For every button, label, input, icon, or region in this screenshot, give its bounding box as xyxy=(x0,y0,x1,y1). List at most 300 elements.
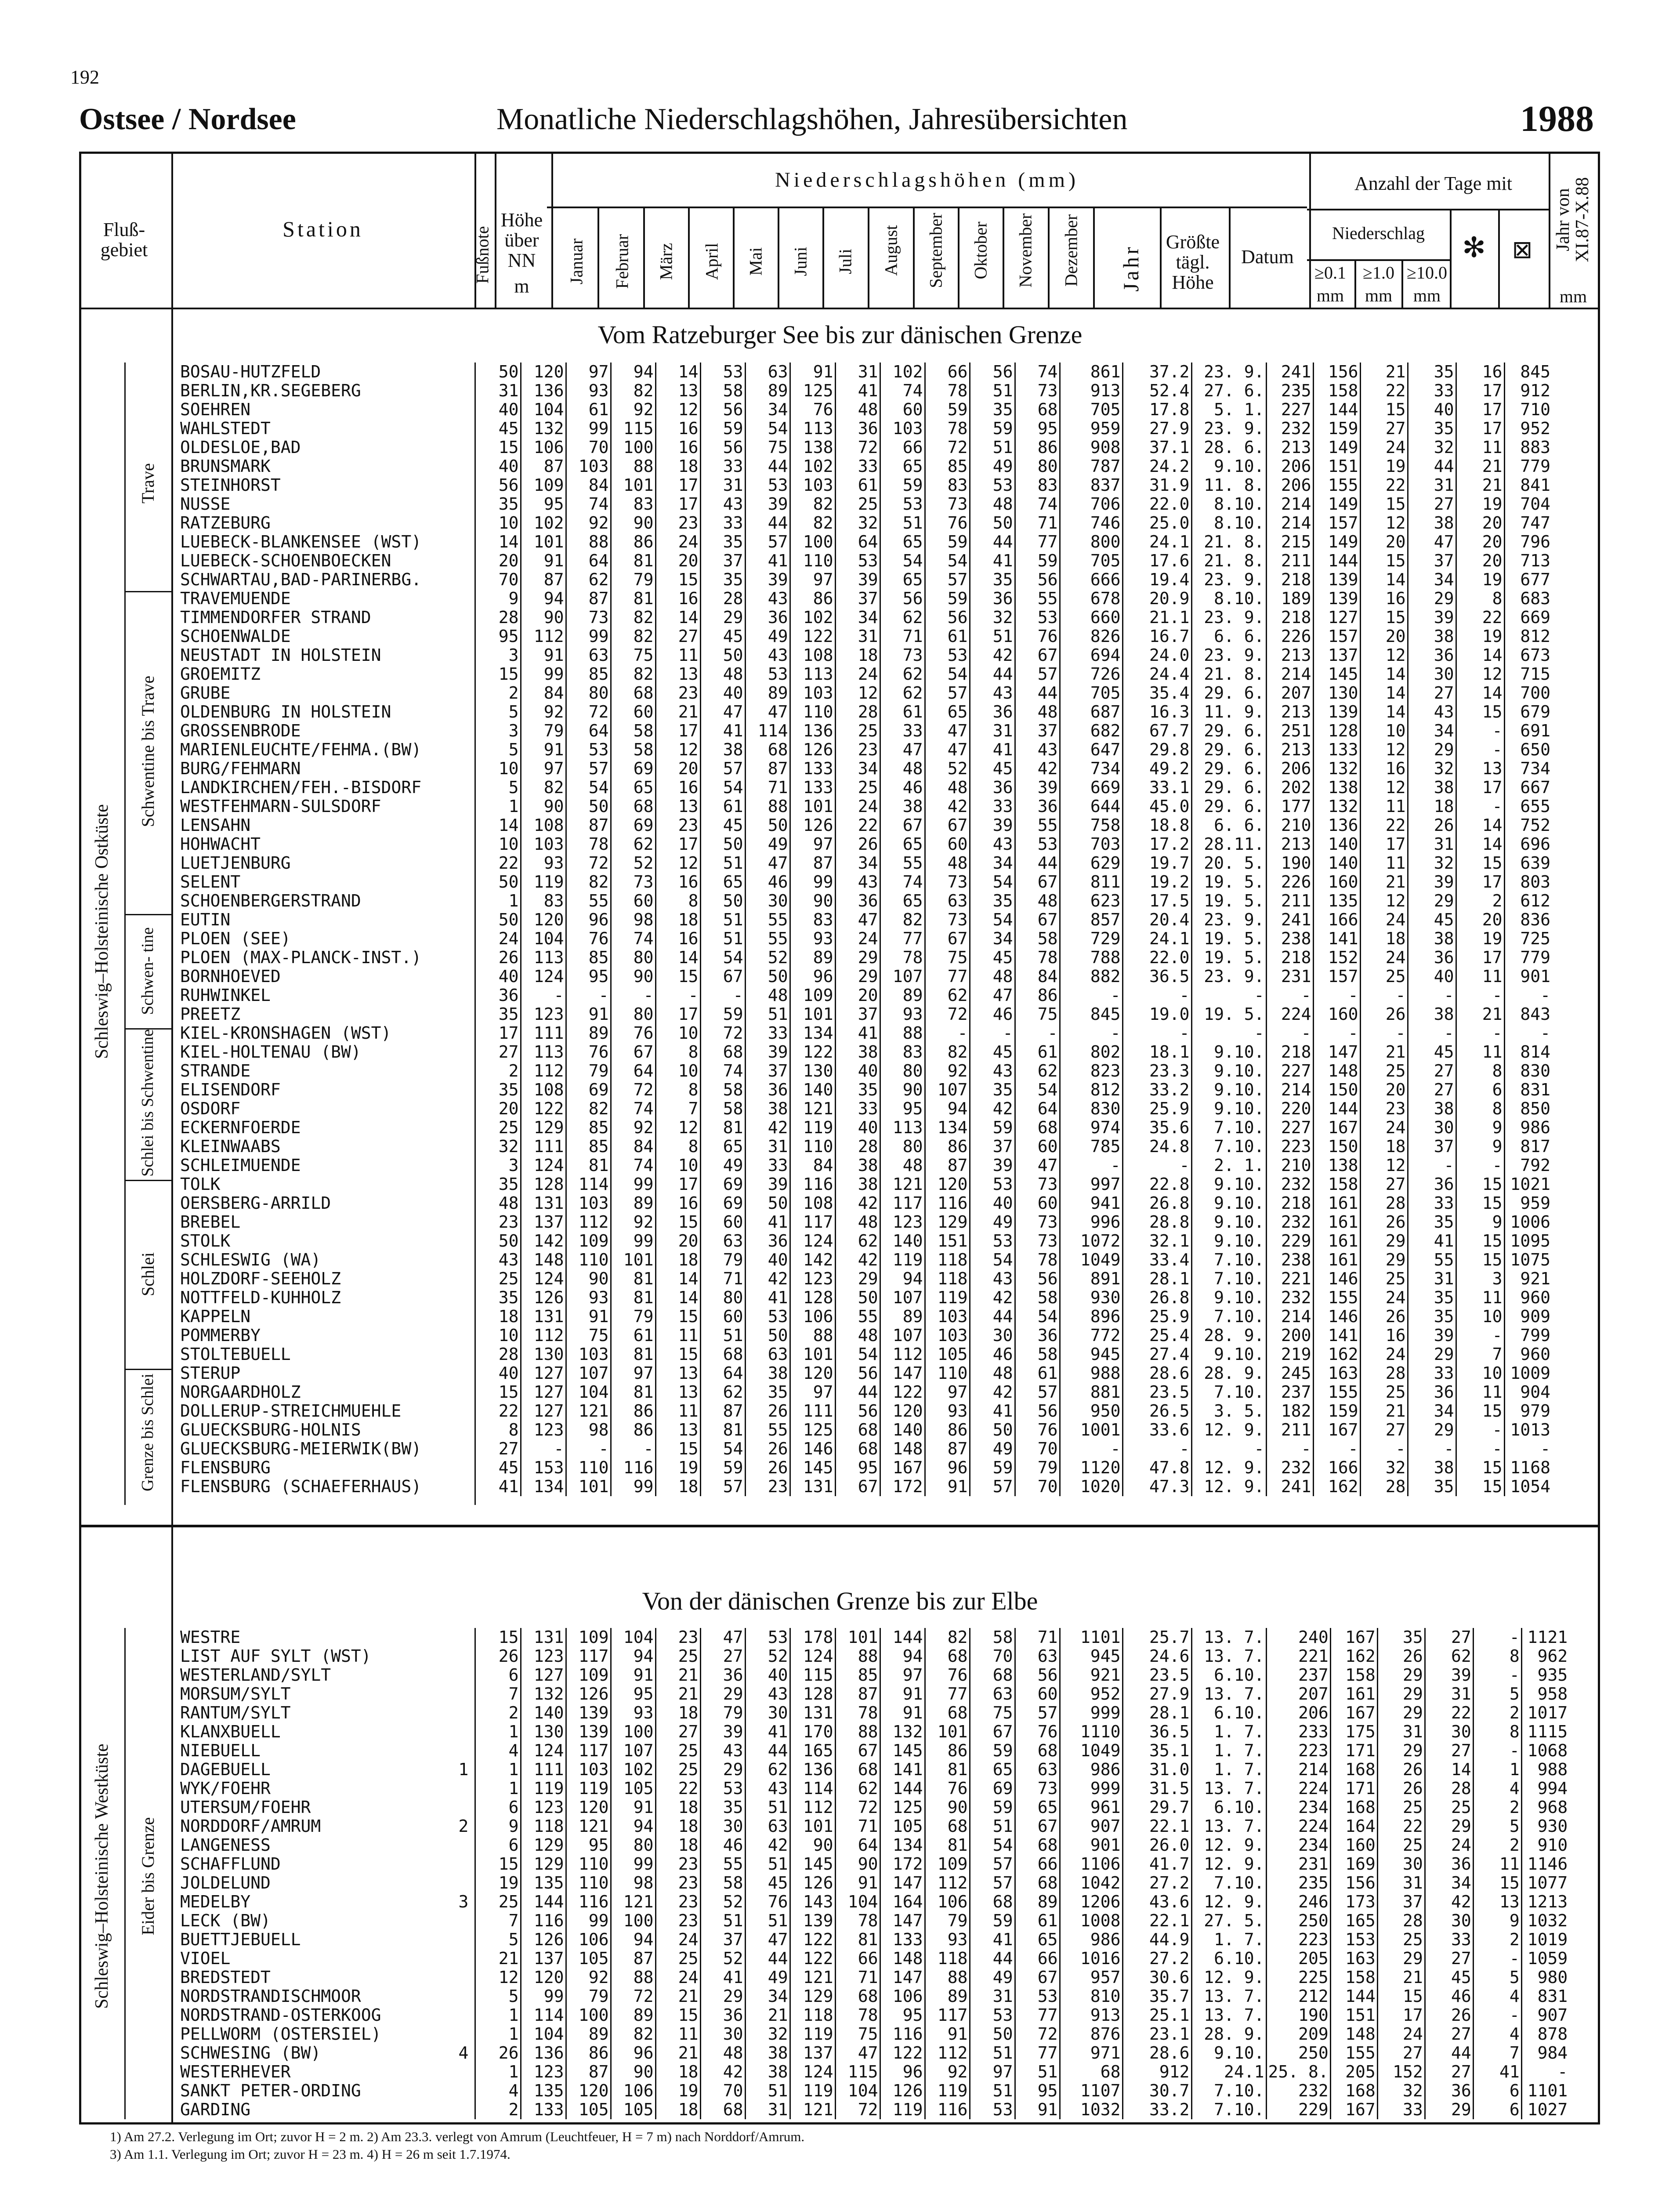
thunderstorm-symbol-icon: ⊠ xyxy=(1512,236,1533,264)
altitude-cell: 5 xyxy=(508,1987,519,2006)
footnote-cell xyxy=(453,1911,474,1930)
feb-cell: 92 xyxy=(566,1968,611,1987)
days-1-0-cell: 152 xyxy=(1313,948,1360,967)
aug-cell: 67 xyxy=(835,1477,880,1496)
jan-cell: 123 xyxy=(521,1647,566,1666)
mar-cell: 82 xyxy=(611,2025,655,2044)
footnote-cell xyxy=(453,684,474,703)
dec-cell: 68 xyxy=(1015,1741,1060,1760)
oct-cell: 118 xyxy=(925,1269,970,1288)
days-1-0-cell: 130 xyxy=(1313,684,1360,703)
dec-cell: 53 xyxy=(1015,1987,1060,2006)
days-0-1-cell: 227 xyxy=(1266,1118,1313,1137)
thunder-days-cell: 7 xyxy=(1456,1345,1504,1364)
jan-cell: 99 xyxy=(521,665,566,684)
altitude-cell: 25 xyxy=(498,1118,519,1137)
sep-cell: 112 xyxy=(880,1345,925,1364)
days-10-0-cell: 26 xyxy=(1360,1307,1408,1326)
days-1-0-cell: 161 xyxy=(1313,1213,1360,1232)
altitude-cell: 31 xyxy=(498,381,519,400)
feb-cell: 81 xyxy=(566,1156,611,1175)
nov-cell: 49 xyxy=(970,1968,1015,1987)
may-cell: 33 xyxy=(700,457,745,476)
dec-cell: 57 xyxy=(1015,665,1060,684)
may-cell: 59 xyxy=(700,419,745,438)
apr-cell: 12 xyxy=(655,854,700,873)
year-total-cell: 857 xyxy=(1060,910,1122,929)
table-row xyxy=(180,721,1552,740)
days-0-1-cell: 221 xyxy=(1266,1269,1313,1288)
station-name: STRANDE xyxy=(180,1062,251,1080)
sep-cell: 140 xyxy=(880,1421,925,1439)
jan-cell: 140 xyxy=(521,1704,566,1722)
dec-cell: 55 xyxy=(1015,816,1060,835)
rule xyxy=(1048,207,1050,309)
may-cell: 56 xyxy=(700,400,745,419)
oct-cell: 59 xyxy=(925,533,970,551)
max-daily-cell: 37.2 xyxy=(1122,363,1191,381)
mar-cell: 92 xyxy=(611,400,655,419)
jun-cell: 42 xyxy=(745,1269,790,1288)
days-0-1-cell: 210 xyxy=(1266,816,1313,835)
nov-cell: 43 xyxy=(970,835,1015,854)
dec-cell: 58 xyxy=(1015,1288,1060,1307)
thunder-days-cell: 20 xyxy=(1456,514,1504,533)
max-date-cell: 28. 9. xyxy=(1191,2025,1266,2044)
footnote-cell xyxy=(453,495,474,514)
hydro-year-cell: 830 xyxy=(1504,1062,1552,1080)
days-1-0-cell: 163 xyxy=(1313,1364,1360,1383)
nov-cell: 59 xyxy=(970,1118,1015,1137)
year-total-cell: 682 xyxy=(1060,721,1122,740)
may-cell: 35 xyxy=(700,570,745,589)
snow-days-cell: 35 xyxy=(1408,1213,1456,1232)
dec-cell: 80 xyxy=(1015,457,1060,476)
nov-cell: 51 xyxy=(970,1817,1015,1836)
snow-days-cell: 33 xyxy=(1408,381,1456,400)
altitude-cell: 26 xyxy=(498,1647,519,1666)
hydro-year-cell: 1075 xyxy=(1504,1251,1552,1269)
rule xyxy=(124,591,171,592)
altitude-cell: 15 xyxy=(498,1383,519,1402)
oct-cell: 93 xyxy=(925,1402,970,1421)
jul-cell: 170 xyxy=(790,1722,835,1741)
hydro-year-cell: 921 xyxy=(1504,1269,1552,1288)
table-row xyxy=(180,1836,1569,1855)
table-row xyxy=(180,1741,1569,1760)
jan-cell: 120 xyxy=(521,1968,566,1987)
feb-cell: 91 xyxy=(566,1307,611,1326)
days-1-0-cell: 144 xyxy=(1313,400,1360,419)
snow-days-cell: 38 xyxy=(1408,1005,1456,1024)
table-row xyxy=(180,1156,1552,1175)
feb-cell: 105 xyxy=(566,1949,611,1968)
oct-cell: 52 xyxy=(925,759,970,778)
table-row xyxy=(180,1175,1552,1194)
oct-cell: 65 xyxy=(925,703,970,721)
oct-cell: 107 xyxy=(925,1080,970,1099)
thunder-days-cell: 20 xyxy=(1456,551,1504,570)
days-0-1-cell: 237 xyxy=(1266,1666,1330,1685)
table-row xyxy=(180,381,1552,400)
apr-cell: 18 xyxy=(655,1251,700,1269)
dec-cell: 70 xyxy=(1015,1439,1060,1458)
thunder-days-cell: - xyxy=(1456,1326,1504,1345)
sep-cell: 167 xyxy=(880,1458,925,1477)
mar-cell: 100 xyxy=(611,1722,655,1741)
apr-cell: 14 xyxy=(655,1288,700,1307)
thunder-days-cell: 5 xyxy=(1473,1685,1521,1704)
rule xyxy=(913,207,915,309)
days-1-0-cell: 136 xyxy=(1313,816,1360,835)
thunder-days-cell: 41 xyxy=(1473,2063,1521,2081)
rule xyxy=(1498,209,1500,309)
snow-days-cell: 26 xyxy=(1408,816,1456,835)
days-0-1-cell: 235 xyxy=(1266,381,1313,400)
nov-cell: 59 xyxy=(970,1911,1015,1930)
days-10-0-cell: 20 xyxy=(1360,627,1408,646)
jul-cell: 96 xyxy=(790,967,835,986)
may-cell: 50 xyxy=(700,892,745,910)
days-0-1-cell: 240 xyxy=(1266,1628,1330,1647)
apr-cell: 10 xyxy=(655,1156,700,1175)
feb-cell: 63 xyxy=(566,646,611,665)
nov-cell: 35 xyxy=(970,892,1015,910)
table-row xyxy=(180,1817,1569,1836)
max-date-cell: 1. 7. xyxy=(1191,1722,1266,1741)
sep-cell: 164 xyxy=(880,1892,925,1911)
max-date-cell: 24.1 xyxy=(1191,2063,1266,2081)
nov-cell: 43 xyxy=(970,684,1015,703)
year-total-cell: 734 xyxy=(1060,759,1122,778)
jul-cell: 108 xyxy=(790,1194,835,1213)
mar-cell: 82 xyxy=(611,627,655,646)
feb-cell: 85 xyxy=(566,665,611,684)
nov-cell: 47 xyxy=(970,986,1015,1005)
aug-cell: 71 xyxy=(835,1968,880,1987)
year-total-cell: 913 xyxy=(1060,381,1122,400)
sep-cell: 121 xyxy=(880,1175,925,1194)
days-0-1-cell: 214 xyxy=(1266,665,1313,684)
aug-cell: 64 xyxy=(835,533,880,551)
thunder-days-cell: - xyxy=(1456,721,1504,740)
oct-cell: 76 xyxy=(925,514,970,533)
footnote-cell xyxy=(453,2063,474,2081)
header-datum: Datum xyxy=(1241,246,1294,268)
oct-cell: 112 xyxy=(925,1874,970,1892)
max-daily-cell: 18.1 xyxy=(1122,1043,1191,1062)
may-cell: 58 xyxy=(700,381,745,400)
rule xyxy=(688,207,690,309)
mar-cell: 89 xyxy=(611,1194,655,1213)
jan-cell: 132 xyxy=(521,1685,566,1704)
jan-cell: 127 xyxy=(521,1402,566,1421)
jun-cell: 45 xyxy=(745,1874,790,1892)
oct-cell: 61 xyxy=(925,627,970,646)
aug-cell: 81 xyxy=(835,1930,880,1949)
year-total-cell: 959 xyxy=(1060,419,1122,438)
days-1-0-cell: 140 xyxy=(1313,835,1360,854)
days-1-0-cell: 160 xyxy=(1313,1005,1360,1024)
jun-cell: 54 xyxy=(745,419,790,438)
snow-days-cell: 28 xyxy=(1425,1779,1473,1798)
days-0-1-cell: 214 xyxy=(1266,495,1313,514)
snow-days-cell: 29 xyxy=(1425,2100,1473,2119)
table-row xyxy=(180,608,1552,627)
aug-cell: 68 xyxy=(835,1421,880,1439)
max-daily-cell: 28.6 xyxy=(1122,2044,1191,2063)
jul-cell: 103 xyxy=(790,476,835,495)
jul-cell: 131 xyxy=(790,1477,835,1496)
sep-cell: 147 xyxy=(880,1364,925,1383)
days-10-0-cell: 20 xyxy=(1360,533,1408,551)
thunder-days-cell: 14 xyxy=(1456,816,1504,835)
nov-cell: 35 xyxy=(970,400,1015,419)
snow-days-cell: 29 xyxy=(1408,1345,1456,1364)
apr-cell: 18 xyxy=(655,910,700,929)
oct-cell: 54 xyxy=(925,551,970,570)
sep-cell: 147 xyxy=(880,1911,925,1930)
year-total-cell: 986 xyxy=(1060,1930,1122,1949)
max-daily-cell: 28.8 xyxy=(1122,1213,1191,1232)
altitude-cell: 7 xyxy=(508,1911,519,1930)
jul-cell: 101 xyxy=(790,1345,835,1364)
days-1-0-cell: 167 xyxy=(1313,1421,1360,1439)
oct-cell: 118 xyxy=(925,1949,970,1968)
apr-cell: 14 xyxy=(655,363,700,381)
dec-cell: 61 xyxy=(1015,1043,1060,1062)
days-0-1-cell: 232 xyxy=(1266,419,1313,438)
oct-cell: 79 xyxy=(925,1911,970,1930)
year-total-cell: 837 xyxy=(1060,476,1122,495)
days-10-0-cell: 15 xyxy=(1360,400,1408,419)
apr-cell: 23 xyxy=(655,1892,700,1911)
max-daily-cell: 35.6 xyxy=(1122,1118,1191,1137)
max-date-cell: 29. 6. xyxy=(1191,721,1266,740)
footnote-cell: 4 xyxy=(458,2044,469,2063)
max-date-cell: 7.10. xyxy=(1191,1307,1266,1326)
max-daily-cell: 25.1 xyxy=(1122,2006,1191,2025)
thunder-days-cell: 3 xyxy=(1456,1269,1504,1288)
hydro-year-cell: 1077 xyxy=(1521,1874,1569,1892)
max-daily-cell: - xyxy=(1122,1024,1191,1043)
snow-days-cell: 34 xyxy=(1425,1874,1473,1892)
threshold-10-0: ≥10.0 xyxy=(1407,263,1447,283)
may-cell: 41 xyxy=(700,1968,745,1987)
jul-cell: 102 xyxy=(790,457,835,476)
aug-cell: 87 xyxy=(835,1685,880,1704)
apr-cell: 21 xyxy=(655,1987,700,2006)
days-0-1-cell: 224 xyxy=(1266,1005,1313,1024)
thunder-days-cell: - xyxy=(1456,1156,1504,1175)
nov-cell: 48 xyxy=(970,1364,1015,1383)
year-total-cell: 705 xyxy=(1060,551,1122,570)
thunder-days-cell: 5 xyxy=(1473,1968,1521,1987)
year-total-cell: - xyxy=(1060,986,1122,1005)
max-daily-cell: 21.1 xyxy=(1122,608,1191,627)
feb-cell: 97 xyxy=(566,363,611,381)
oct-cell: 96 xyxy=(925,1458,970,1477)
max-date-cell: 12. 9. xyxy=(1191,1458,1266,1477)
aug-cell: 34 xyxy=(835,759,880,778)
oct-cell: 86 xyxy=(925,1741,970,1760)
days-0-1-cell: 205 xyxy=(1266,1949,1330,1968)
days-10-0-cell: 25 xyxy=(1360,1062,1408,1080)
nov-cell: 50 xyxy=(970,514,1015,533)
jul-cell: 91 xyxy=(790,363,835,381)
dec-cell: 57 xyxy=(1015,1704,1060,1722)
days-1-0-cell: 160 xyxy=(1330,1836,1377,1855)
header-niederschlagshoehen: Niederschlagshöhen (mm) xyxy=(775,168,1079,192)
nov-cell: 48 xyxy=(970,495,1015,514)
sep-cell: 106 xyxy=(880,1987,925,2006)
hydro-year-cell: 907 xyxy=(1521,2006,1569,2025)
dec-cell: 48 xyxy=(1015,892,1060,910)
thunder-days-cell: 15 xyxy=(1456,1232,1504,1251)
thunder-days-cell: - xyxy=(1456,740,1504,759)
footnote-cell xyxy=(453,1458,474,1477)
table-row xyxy=(180,1345,1552,1364)
jan-cell: 132 xyxy=(521,419,566,438)
may-cell: 45 xyxy=(700,627,745,646)
max-date-cell: 6.10. xyxy=(1191,1798,1266,1817)
max-daily-cell: 24.1 xyxy=(1122,533,1191,551)
aug-cell: 48 xyxy=(835,1213,880,1232)
thunder-days-cell: 9 xyxy=(1456,1118,1504,1137)
days-0-1-cell: 220 xyxy=(1266,1099,1313,1118)
jan-cell: 95 xyxy=(521,495,566,514)
apr-cell: 24 xyxy=(655,1930,700,1949)
days-10-0-cell: 35 xyxy=(1377,1628,1425,1647)
aug-cell: 31 xyxy=(835,627,880,646)
feb-cell: 82 xyxy=(566,1099,611,1118)
footnote-cell xyxy=(453,533,474,551)
days-1-0-cell: 157 xyxy=(1313,514,1360,533)
mar-cell: 82 xyxy=(611,381,655,400)
hydro-year-cell: 673 xyxy=(1504,646,1552,665)
days-0-1-cell: 223 xyxy=(1266,1137,1313,1156)
apr-cell: 8 xyxy=(655,1080,700,1099)
days-1-0-cell: 156 xyxy=(1313,363,1360,381)
snow-days-cell: 36 xyxy=(1408,1175,1456,1194)
jul-cell: 119 xyxy=(790,2025,835,2044)
sep-cell: 133 xyxy=(880,1930,925,1949)
apr-cell: 18 xyxy=(655,1817,700,1836)
max-daily-cell: 26.8 xyxy=(1122,1288,1191,1307)
jan-cell: 111 xyxy=(521,1137,566,1156)
days-10-0-cell: 25 xyxy=(1377,1930,1425,1949)
jul-cell: 76 xyxy=(790,400,835,419)
thunder-days-cell: 2 xyxy=(1473,1798,1521,1817)
table-row xyxy=(180,778,1552,797)
nov-cell: 68 xyxy=(970,1892,1015,1911)
hydro-year-cell: 612 xyxy=(1504,892,1552,910)
nov-cell: 39 xyxy=(970,1156,1015,1175)
year-total-cell: 703 xyxy=(1060,835,1122,854)
altitude-cell: 35 xyxy=(498,1080,519,1099)
year-total-cell: 1106 xyxy=(1060,1855,1122,1874)
oct-cell: 54 xyxy=(925,665,970,684)
month-header: Mai xyxy=(746,247,766,276)
aug-cell: 24 xyxy=(835,797,880,816)
hydro-year-cell: 691 xyxy=(1504,721,1552,740)
days-0-1-cell: 211 xyxy=(1266,551,1313,570)
station-name: LANGENESS xyxy=(180,1836,271,1855)
dec-cell: 78 xyxy=(1015,1251,1060,1269)
station-name: SCHAFFLUND xyxy=(180,1855,281,1874)
year-total-cell: 996 xyxy=(1060,1213,1122,1232)
days-0-1-cell: 234 xyxy=(1266,1836,1330,1855)
days-10-0-cell: 16 xyxy=(1360,1326,1408,1345)
max-daily-cell: 19.2 xyxy=(1122,873,1191,892)
aug-cell: 28 xyxy=(835,1137,880,1156)
jul-cell: 82 xyxy=(790,495,835,514)
jun-cell: 39 xyxy=(745,495,790,514)
footnote-cell xyxy=(453,910,474,929)
mar-cell: 79 xyxy=(611,1307,655,1326)
table-row xyxy=(180,363,1552,381)
nov-cell: 35 xyxy=(970,570,1015,589)
days-10-0-cell: - xyxy=(1360,1024,1408,1043)
dec-cell: 43 xyxy=(1015,740,1060,759)
jun-cell: 42 xyxy=(745,1836,790,1855)
table-row xyxy=(180,1779,1569,1798)
month-header: November xyxy=(1015,213,1036,288)
may-cell: 50 xyxy=(700,646,745,665)
oct-cell: 87 xyxy=(925,1439,970,1458)
altitude-cell: 70 xyxy=(498,570,519,589)
jan-cell: 87 xyxy=(521,570,566,589)
thunder-days-cell: 19 xyxy=(1456,570,1504,589)
max-daily-cell: 25.7 xyxy=(1122,1628,1191,1647)
year-total-cell: 988 xyxy=(1060,1364,1122,1383)
nov-cell: 65 xyxy=(970,1760,1015,1779)
rule xyxy=(733,207,735,309)
nov-cell: 67 xyxy=(970,1722,1015,1741)
oct-cell: 72 xyxy=(925,438,970,457)
feb-cell: 110 xyxy=(566,1874,611,1892)
feb-cell: 69 xyxy=(566,1080,611,1099)
dec-cell: 64 xyxy=(1015,1099,1060,1118)
station-name: LIST AUF SYLT (WST) xyxy=(180,1647,371,1666)
days-0-1-cell: 221 xyxy=(1266,1647,1330,1666)
aug-cell: 50 xyxy=(835,1288,880,1307)
thunder-days-cell: 12 xyxy=(1456,665,1504,684)
jul-cell: 142 xyxy=(790,1251,835,1269)
hydro-year-cell: 779 xyxy=(1504,948,1552,967)
mar-cell: 104 xyxy=(611,1628,655,1647)
sep-cell: 53 xyxy=(880,495,925,514)
nov-cell: 41 xyxy=(970,740,1015,759)
oct-cell: 92 xyxy=(925,1062,970,1080)
max-date-cell: 8.10. xyxy=(1191,514,1266,533)
sep-cell: 144 xyxy=(880,1628,925,1647)
hydro-year-cell: 901 xyxy=(1504,967,1552,986)
snow-days-cell: 29 xyxy=(1408,740,1456,759)
feb-cell: 109 xyxy=(566,1232,611,1251)
days-0-1-cell: 223 xyxy=(1266,1930,1330,1949)
station-name: NIEBUELL xyxy=(180,1741,261,1760)
snow-days-cell: 38 xyxy=(1408,1458,1456,1477)
oct-cell: 82 xyxy=(925,1628,970,1647)
nov-cell: 53 xyxy=(970,1232,1015,1251)
rule xyxy=(1354,259,1356,309)
snow-days-cell: 47 xyxy=(1408,533,1456,551)
aug-cell: 78 xyxy=(835,1911,880,1930)
apr-cell: 11 xyxy=(655,1402,700,1421)
jul-cell: 82 xyxy=(790,514,835,533)
jun-cell: 41 xyxy=(745,1213,790,1232)
